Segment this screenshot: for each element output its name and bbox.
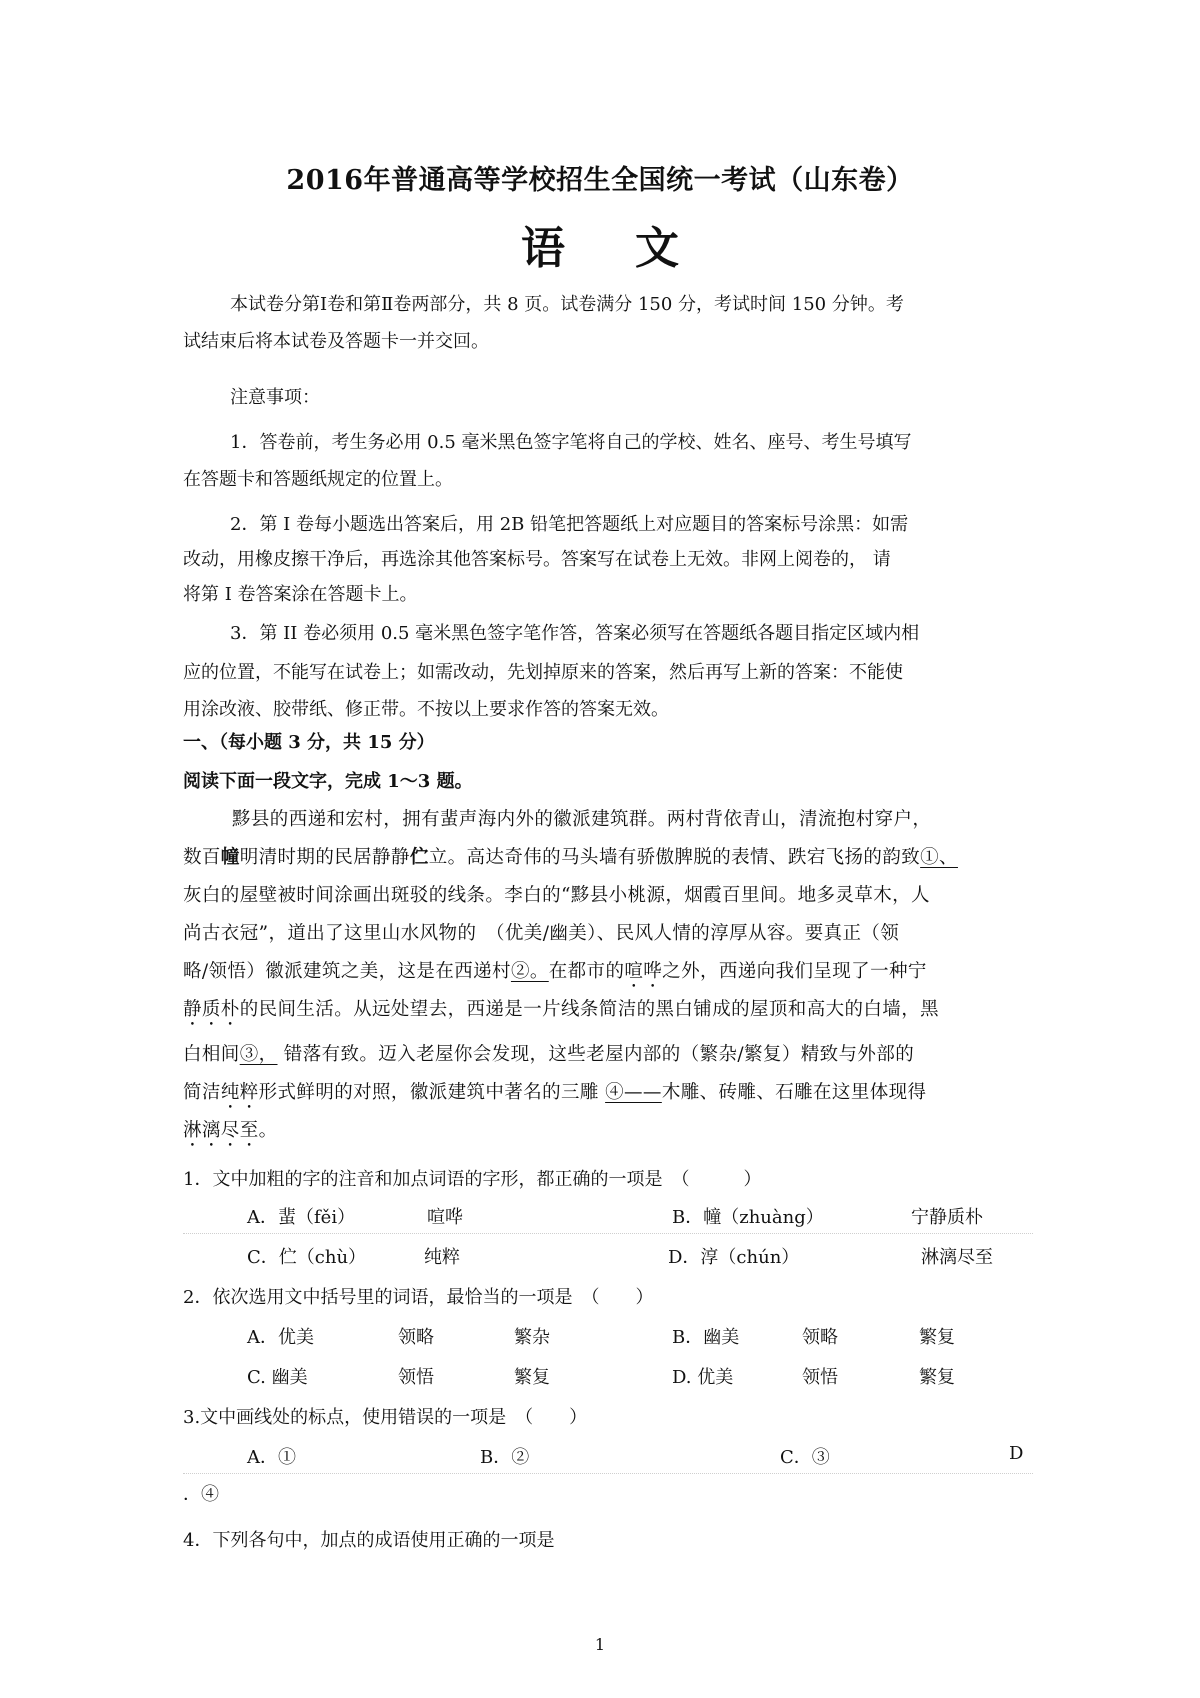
notice-2-line-1: 2．第 I 卷每小题选出答案后，用 2B 铅笔把答题纸上对应题目的答案标号涂黑：如需 <box>230 514 909 535</box>
q1-option-b: B．幢（zhuàng） <box>672 1207 824 1228</box>
q2-option-d: D. 优美 <box>672 1367 734 1388</box>
q1-option-c: C．伫（chù） <box>247 1247 367 1268</box>
q3-option-b: B．② <box>480 1447 530 1468</box>
q2-option-b-word-2: 领略 <box>802 1327 838 1348</box>
passage-line-5: 略/领悟）徽派建筑之美，这是在西递村②。在都市的喧哗之外，西递向我们呈现了一种宁 <box>183 961 927 982</box>
passage-line-6: 静质朴的民间生活。从远处望去，西递是一片线条简洁的黑白铺成的屋顶和高大的白墙，黑 <box>183 999 940 1020</box>
q1-option-a: A．蜚（fěi） <box>247 1207 356 1228</box>
passage-line-3: 灰白的屋壁被时间涂画出斑驳的线条。李白的“黟县小桃源，烟霞百里间。地多灵草木，人 <box>183 885 930 906</box>
passage-line-2: 数百幢明清时期的民居静静伫立。高达奇伟的马头墙有骄傲脾脱的表情、跌宕飞扬的韵致①、 <box>183 847 958 868</box>
page-number: 1 <box>594 1635 606 1654</box>
q2-option-a-word-3: 繁杂 <box>514 1327 550 1348</box>
notice-3-line-3: 用涂改液、胶带纸、修正带。不按以上要求作答的答案无效。 <box>183 699 669 720</box>
passage-line-7: 白相间③， 错落有致。迈入老屋你会发现，这些老屋内部的（繁杂/繁复）精致与外部的 <box>183 1044 915 1065</box>
notice-1-line-1: 1．答卷前，考生务必用 0.5 毫米黑色签字笔将自己的学校、姓名、座号、考生号填写 <box>230 432 912 453</box>
q1-option-a-word: 喧哗 <box>427 1207 463 1228</box>
q2-option-b: B．幽美 <box>672 1327 740 1348</box>
q1-option-b-word: 宁静质朴 <box>911 1207 983 1228</box>
q1-option-d-word: 淋漓尽至 <box>921 1247 993 1268</box>
question-2-stem: 2．依次选用文中括号里的词语，最恰当的一项是 （ ） <box>183 1287 654 1308</box>
notice-1-line-2: 在答题卡和答题纸规定的位置上。 <box>183 469 453 490</box>
question-4-stem: 4．下列各句中，加点的成语使用正确的一项是 <box>183 1530 555 1551</box>
dotted-rule <box>183 1233 1033 1234</box>
q2-option-a: A．优美 <box>247 1327 314 1348</box>
passage-line-4: 尚古衣冠”，道出了这里山水风物的 （优美/幽美）、民风人情的淳厚从容。要真正（领 <box>183 923 900 944</box>
q3-option-d-head: D <box>1009 1443 1024 1464</box>
dotted-rule <box>183 1473 1033 1474</box>
q3-option-a: A．① <box>247 1447 296 1468</box>
notice-label: 注意事项： <box>230 387 320 408</box>
q1-option-c-word: 纯粹 <box>424 1247 460 1268</box>
passage-line-1: 黟县的西递和宏村，拥有蜚声海内外的徽派建筑群。两村背依青山，清流抱村穿户， <box>232 809 932 830</box>
intro-line-1: 本试卷分第Ⅰ卷和第Ⅱ卷两部分，共 8 页。试卷满分 150 分，考试时间 150 分钟。考 <box>230 294 904 315</box>
q2-option-a-word-2: 领略 <box>398 1327 434 1348</box>
notice-3-line-1: 3．第 II 卷必须用 0.5 毫米黑色签字笔作答，答案必须写在答题纸各题目指定区域内相 <box>230 623 920 644</box>
q1-option-d: D．淳（chún） <box>668 1247 800 1268</box>
q2-option-d-word-2: 领悟 <box>802 1367 838 1388</box>
intro-line-2: 试结束后将本试卷及答题卡一并交回。 <box>183 331 489 352</box>
section-heading: 一、（每小题 3 分，共 15 分） <box>183 732 435 753</box>
q2-option-b-word-3: 繁复 <box>919 1327 955 1348</box>
notice-2-line-2: 改动，用橡皮擦干净后，再选涂其他答案标号。答案写在试卷上无效。非网上阅卷的， 请 <box>183 549 891 570</box>
question-1-stem: 1．文中加粗的字的注音和加点词语的字形，都正确的一项是 （ ） <box>183 1169 762 1190</box>
notice-3-line-2: 应的位置，不能写在试卷上；如需改动，先划掉原来的答案，然后再写上新的答案：不能使 <box>183 662 903 683</box>
section-instruction: 阅读下面一段文字，完成 1～3 题。 <box>183 771 473 792</box>
q2-option-c-word-3: 繁复 <box>514 1367 550 1388</box>
q2-option-c-word-2: 领悟 <box>398 1367 434 1388</box>
subject-title: 语文 <box>521 223 749 274</box>
notice-2-line-3: 将第 I 卷答案涂在答题卡上。 <box>183 584 418 605</box>
passage-line-9: 淋漓尽至。 <box>183 1120 278 1141</box>
q2-option-d-word-3: 繁复 <box>919 1367 955 1388</box>
q3-option-d-tail: ．④ <box>183 1484 219 1505</box>
passage-line-8: 简洁纯粹形式鲜明的对照，徽派建筑中著名的三雕 ④——木雕、砖雕、石雕在这里体现得 <box>183 1082 927 1103</box>
q3-option-c: C．③ <box>780 1447 830 1468</box>
q2-option-c: C. 幽美 <box>247 1367 308 1388</box>
exam-title: 2016年普通高等学校招生全国统一考试（山东卷） <box>286 165 914 196</box>
question-3-stem: 3.文中画线处的标点，使用错误的一项是 （ ） <box>183 1407 588 1428</box>
